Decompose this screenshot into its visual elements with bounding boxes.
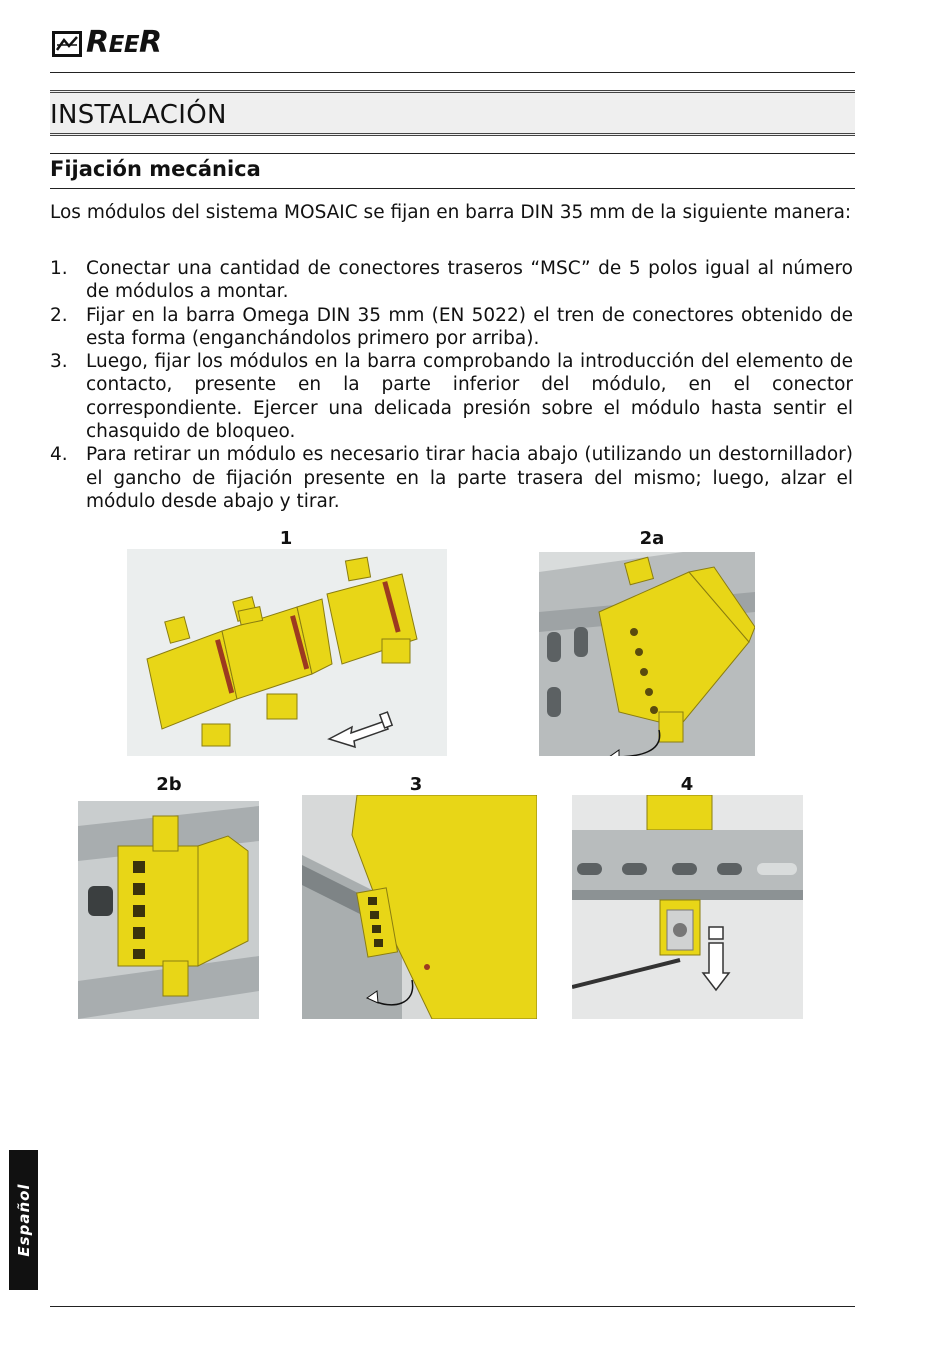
step-text: Conectar una cantidad de conectores traseros “MSC” de 5 polos igual al número de módulos a montar. — [86, 258, 853, 303]
steps-list — [50, 257, 853, 513]
list-item — [50, 350, 853, 443]
list-item — [50, 257, 853, 304]
figure-3-photo — [302, 795, 537, 1019]
figure-2b-photo — [78, 801, 259, 1019]
section-banner — [50, 90, 855, 136]
figure-1-label: 1 — [279, 528, 293, 549]
subsection-bottom-rule — [50, 188, 855, 189]
footer-rule — [50, 1306, 855, 1307]
step-text: Para retirar un módulo es necesario tirar hacia abajo (utilizando un destornillador) el gancho de fijación presente en la parte trasera del mismo; luego, alzar el módulo desde abajo y tirar. — [86, 444, 853, 512]
figure-3-label: 3 — [409, 774, 423, 795]
step-number: 3. — [50, 351, 68, 373]
step-text: Fijar en la barra Omega DIN 35 mm (EN 5022) el tren de conectores obtenido de esta forma (enganchándolos primero por arriba). — [86, 304, 853, 349]
figure-4-label: 4 — [680, 774, 694, 795]
figure-2a-photo — [539, 552, 755, 756]
subsection-title: Fijación mecánica — [50, 157, 261, 181]
list-item — [50, 304, 853, 351]
logo-mark-icon — [52, 31, 82, 57]
figure-2a-label: 2a — [639, 528, 665, 549]
language-label: Español — [14, 1183, 33, 1257]
logo-wordmark: REER — [86, 25, 162, 60]
step-number: 4. — [50, 444, 68, 466]
figure-4-photo — [572, 795, 803, 1019]
header-rule — [50, 72, 855, 73]
figure-1-photo — [127, 549, 447, 756]
step-number: 2. — [50, 304, 68, 326]
language-side-tab — [9, 1150, 38, 1290]
step-number: 1. — [50, 258, 68, 279]
list-item — [50, 443, 853, 513]
section-title: INSTALACIÓN — [50, 100, 227, 130]
step-text: Luego, fijar los módulos en la barra comprobando la introducción del elemento de contacto, presente en la parte inferior del módulo, en el conector correspondiente. Ejercer una delicada presión sobre el módulo hasta sentir el chasquido de bloqueo. — [86, 351, 853, 443]
reer-logo — [52, 25, 162, 60]
figure-2b-label: 2b — [156, 774, 182, 795]
subsection-top-rule — [50, 153, 855, 154]
intro-paragraph: Los módulos del sistema MOSAIC se fijan en barra DIN 35 mm de la siguiente manera: — [50, 202, 852, 223]
